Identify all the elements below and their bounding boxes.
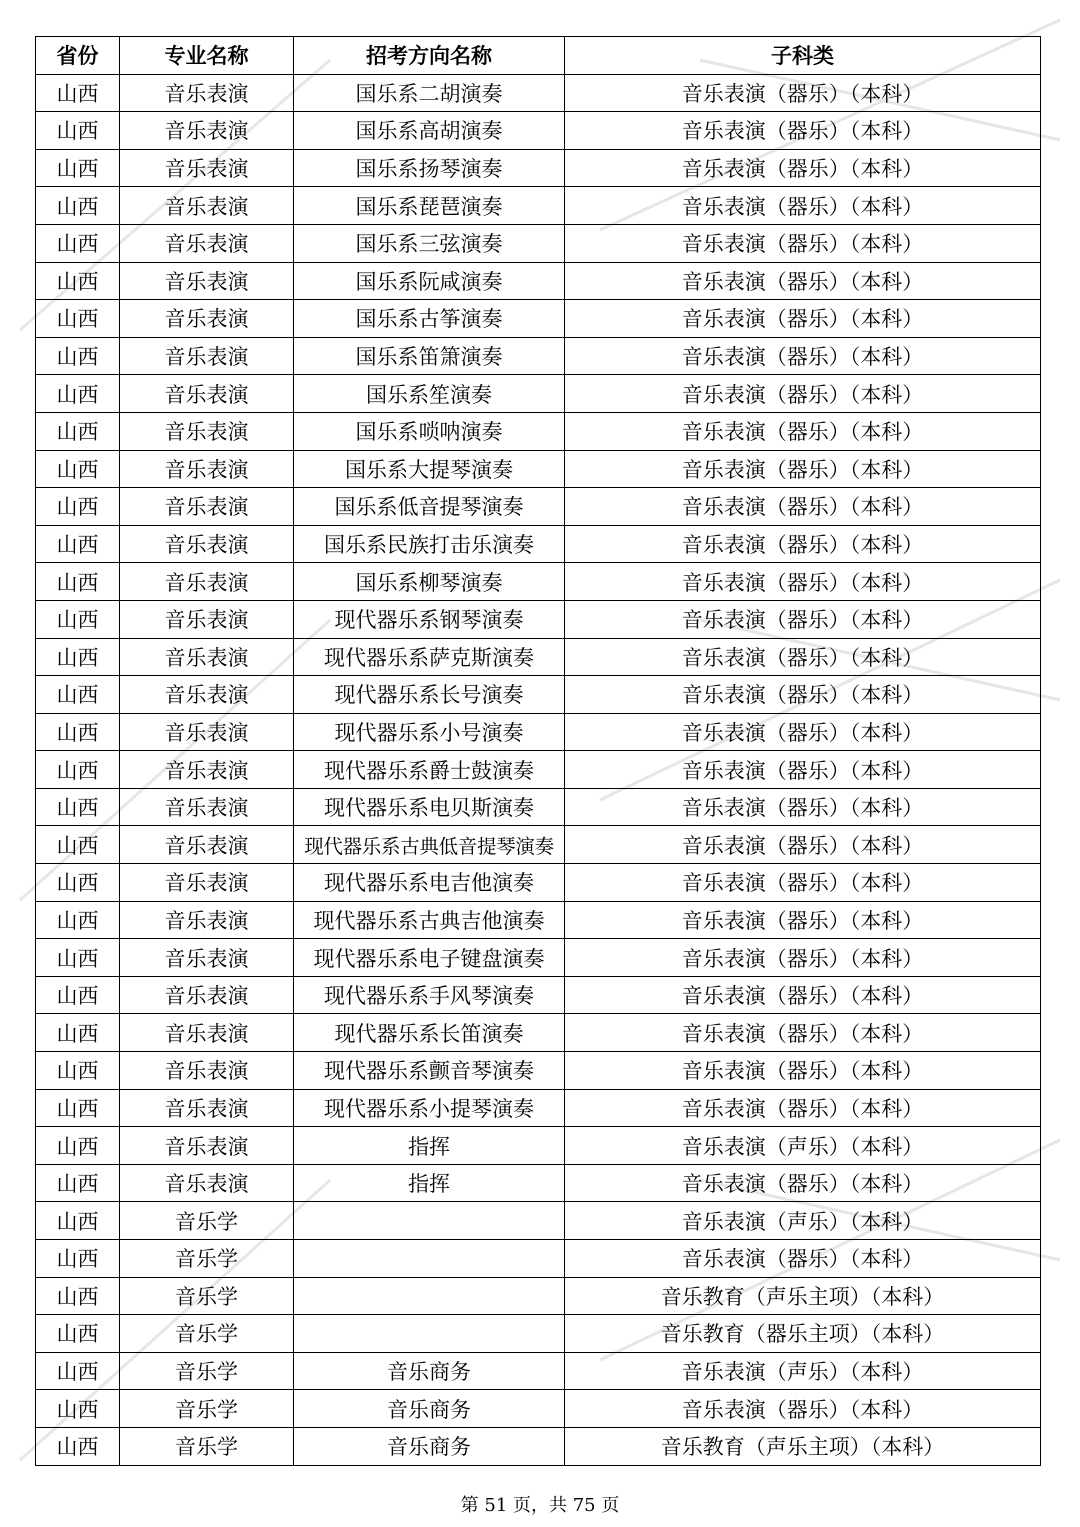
table-row bbox=[36, 262, 1041, 300]
cell-province: 山西 bbox=[36, 1052, 120, 1090]
cell-subcategory: 音乐表演（声乐）（本科） bbox=[565, 1352, 1041, 1390]
cell-province: 山西 bbox=[36, 74, 120, 112]
cell-subcategory: 音乐表演（器乐）（本科） bbox=[565, 901, 1041, 939]
cell-major: 音乐表演 bbox=[120, 713, 294, 751]
cell-province: 山西 bbox=[36, 1240, 120, 1278]
cell-major: 音乐表演 bbox=[120, 187, 294, 225]
header-direction: 招考方向名称 bbox=[294, 37, 565, 75]
cell-direction: 国乐系琵琶演奏 bbox=[294, 187, 565, 225]
cell-major: 音乐表演 bbox=[120, 1014, 294, 1052]
cell-direction: 现代器乐系古典吉他演奏 bbox=[294, 901, 565, 939]
cell-direction bbox=[294, 1240, 565, 1278]
cell-direction bbox=[294, 1202, 565, 1240]
cell-direction: 现代器乐系电贝斯演奏 bbox=[294, 788, 565, 826]
table-row bbox=[36, 450, 1041, 488]
cell-major: 音乐表演 bbox=[120, 74, 294, 112]
cell-province: 山西 bbox=[36, 112, 120, 150]
cell-direction: 现代器乐系小号演奏 bbox=[294, 713, 565, 751]
cell-province: 山西 bbox=[36, 563, 120, 601]
cell-direction: 现代器乐系电子键盘演奏 bbox=[294, 939, 565, 977]
cell-direction: 现代器乐系手风琴演奏 bbox=[294, 976, 565, 1014]
cell-province: 山西 bbox=[36, 412, 120, 450]
cell-subcategory: 音乐表演（器乐）（本科） bbox=[565, 864, 1041, 902]
table-row bbox=[36, 1052, 1041, 1090]
cell-major: 音乐表演 bbox=[120, 262, 294, 300]
cell-major: 音乐学 bbox=[120, 1315, 294, 1353]
cell-major: 音乐学 bbox=[120, 1427, 294, 1465]
cell-subcategory: 音乐表演（声乐）（本科） bbox=[565, 1202, 1041, 1240]
cell-subcategory: 音乐表演（器乐）（本科） bbox=[565, 375, 1041, 413]
cell-subcategory: 音乐表演（器乐）（本科） bbox=[565, 1164, 1041, 1202]
cell-province: 山西 bbox=[36, 1315, 120, 1353]
cell-province: 山西 bbox=[36, 1390, 120, 1428]
cell-province: 山西 bbox=[36, 826, 120, 864]
cell-direction: 现代器乐系长号演奏 bbox=[294, 676, 565, 714]
table-row bbox=[36, 149, 1041, 187]
table-row bbox=[36, 112, 1041, 150]
cell-major: 音乐表演 bbox=[120, 300, 294, 338]
cell-direction: 国乐系扬琴演奏 bbox=[294, 149, 565, 187]
cell-province: 山西 bbox=[36, 864, 120, 902]
cell-major: 音乐表演 bbox=[120, 488, 294, 526]
cell-major: 音乐表演 bbox=[120, 751, 294, 789]
cell-subcategory: 音乐表演（器乐）（本科） bbox=[565, 713, 1041, 751]
cell-province: 山西 bbox=[36, 1427, 120, 1465]
cell-province: 山西 bbox=[36, 1164, 120, 1202]
table-row bbox=[36, 638, 1041, 676]
table-row bbox=[36, 751, 1041, 789]
cell-major: 音乐表演 bbox=[120, 525, 294, 563]
page-footer: 第 51 页，共 75 页 bbox=[460, 1495, 620, 1516]
cell-major: 音乐表演 bbox=[120, 149, 294, 187]
cell-subcategory: 音乐表演（器乐）（本科） bbox=[565, 939, 1041, 977]
table-row bbox=[36, 1390, 1041, 1428]
cell-province: 山西 bbox=[36, 1352, 120, 1390]
cell-subcategory: 音乐教育（声乐主项）（本科） bbox=[565, 1277, 1041, 1315]
table-row bbox=[36, 1202, 1041, 1240]
cell-subcategory: 音乐表演（器乐）（本科） bbox=[565, 600, 1041, 638]
cell-major: 音乐表演 bbox=[120, 224, 294, 262]
cell-major: 音乐表演 bbox=[120, 638, 294, 676]
cell-major: 音乐表演 bbox=[120, 901, 294, 939]
cell-direction: 国乐系低音提琴演奏 bbox=[294, 488, 565, 526]
header-province: 省份 bbox=[36, 37, 120, 75]
cell-direction: 国乐系三弦演奏 bbox=[294, 224, 565, 262]
cell-direction: 国乐系高胡演奏 bbox=[294, 112, 565, 150]
cell-major: 音乐表演 bbox=[120, 1052, 294, 1090]
cell-subcategory: 音乐表演（器乐）（本科） bbox=[565, 450, 1041, 488]
cell-subcategory: 音乐表演（器乐）（本科） bbox=[565, 1014, 1041, 1052]
cell-direction: 国乐系二胡演奏 bbox=[294, 74, 565, 112]
cell-province: 山西 bbox=[36, 337, 120, 375]
table-row bbox=[36, 939, 1041, 977]
cell-direction: 现代器乐系电吉他演奏 bbox=[294, 864, 565, 902]
cell-province: 山西 bbox=[36, 1089, 120, 1127]
cell-subcategory: 音乐表演（器乐）（本科） bbox=[565, 1390, 1041, 1428]
cell-subcategory: 音乐教育（声乐主项）（本科） bbox=[565, 1427, 1041, 1465]
cell-province: 山西 bbox=[36, 751, 120, 789]
cell-subcategory: 音乐表演（器乐）（本科） bbox=[565, 300, 1041, 338]
cell-subcategory: 音乐表演（器乐）（本科） bbox=[565, 525, 1041, 563]
cell-province: 山西 bbox=[36, 149, 120, 187]
cell-direction: 现代器乐系长笛演奏 bbox=[294, 1014, 565, 1052]
cell-direction bbox=[294, 1277, 565, 1315]
cell-province: 山西 bbox=[36, 939, 120, 977]
cell-subcategory: 音乐表演（器乐）（本科） bbox=[565, 224, 1041, 262]
cell-direction: 现代器乐系萨克斯演奏 bbox=[294, 638, 565, 676]
cell-direction: 现代器乐系小提琴演奏 bbox=[294, 1089, 565, 1127]
table-row bbox=[36, 788, 1041, 826]
cell-subcategory: 音乐表演（器乐）（本科） bbox=[565, 337, 1041, 375]
table-row bbox=[36, 901, 1041, 939]
document-table bbox=[35, 36, 1041, 1466]
cell-major: 音乐学 bbox=[120, 1390, 294, 1428]
cell-major: 音乐表演 bbox=[120, 600, 294, 638]
cell-subcategory: 音乐表演（器乐）（本科） bbox=[565, 638, 1041, 676]
cell-subcategory: 音乐教育（器乐主项）（本科） bbox=[565, 1315, 1041, 1353]
cell-subcategory: 音乐表演（器乐）（本科） bbox=[565, 976, 1041, 1014]
table-row bbox=[36, 74, 1041, 112]
header-major: 专业名称 bbox=[120, 37, 294, 75]
cell-direction: 指挥 bbox=[294, 1164, 565, 1202]
table-row bbox=[36, 1277, 1041, 1315]
cell-subcategory: 音乐表演（器乐）（本科） bbox=[565, 412, 1041, 450]
table-row bbox=[36, 676, 1041, 714]
cell-province: 山西 bbox=[36, 638, 120, 676]
cell-province: 山西 bbox=[36, 187, 120, 225]
cell-subcategory: 音乐表演（器乐）（本科） bbox=[565, 112, 1041, 150]
cell-province: 山西 bbox=[36, 713, 120, 751]
cell-subcategory: 音乐表演（器乐）（本科） bbox=[565, 751, 1041, 789]
cell-major: 音乐表演 bbox=[120, 337, 294, 375]
table-row bbox=[36, 337, 1041, 375]
cell-major: 音乐表演 bbox=[120, 563, 294, 601]
table-row bbox=[36, 1352, 1041, 1390]
cell-subcategory: 音乐表演（器乐）（本科） bbox=[565, 187, 1041, 225]
table-row bbox=[36, 864, 1041, 902]
table-header-row bbox=[36, 37, 1041, 75]
cell-direction: 国乐系古筝演奏 bbox=[294, 300, 565, 338]
cell-direction: 音乐商务 bbox=[294, 1390, 565, 1428]
cell-major: 音乐表演 bbox=[120, 826, 294, 864]
table-row bbox=[36, 187, 1041, 225]
cell-province: 山西 bbox=[36, 1127, 120, 1165]
cell-subcategory: 音乐表演（器乐）（本科） bbox=[565, 1240, 1041, 1278]
cell-subcategory: 音乐表演（器乐）（本科） bbox=[565, 826, 1041, 864]
cell-major: 音乐学 bbox=[120, 1352, 294, 1390]
table-row bbox=[36, 1127, 1041, 1165]
cell-major: 音乐表演 bbox=[120, 676, 294, 714]
cell-subcategory: 音乐表演（器乐）（本科） bbox=[565, 788, 1041, 826]
cell-province: 山西 bbox=[36, 375, 120, 413]
cell-major: 音乐表演 bbox=[120, 976, 294, 1014]
table-row bbox=[36, 412, 1041, 450]
cell-province: 山西 bbox=[36, 262, 120, 300]
cell-direction: 现代器乐系颤音琴演奏 bbox=[294, 1052, 565, 1090]
cell-subcategory: 音乐表演（器乐）（本科） bbox=[565, 262, 1041, 300]
cell-major: 音乐表演 bbox=[120, 375, 294, 413]
cell-province: 山西 bbox=[36, 1277, 120, 1315]
cell-major: 音乐表演 bbox=[120, 450, 294, 488]
cell-province: 山西 bbox=[36, 676, 120, 714]
table-row bbox=[36, 375, 1041, 413]
cell-subcategory: 音乐表演（器乐）（本科） bbox=[565, 1089, 1041, 1127]
table-row bbox=[36, 1240, 1041, 1278]
cell-direction: 音乐商务 bbox=[294, 1427, 565, 1465]
cell-province: 山西 bbox=[36, 450, 120, 488]
cell-direction: 国乐系笙演奏 bbox=[294, 375, 565, 413]
cell-direction: 国乐系阮咸演奏 bbox=[294, 262, 565, 300]
cell-major: 音乐表演 bbox=[120, 939, 294, 977]
header-subcategory: 子科类 bbox=[565, 37, 1041, 75]
cell-province: 山西 bbox=[36, 1014, 120, 1052]
table-row bbox=[36, 488, 1041, 526]
cell-major: 音乐表演 bbox=[120, 864, 294, 902]
cell-direction: 现代器乐系爵士鼓演奏 bbox=[294, 751, 565, 789]
cell-subcategory: 音乐表演（声乐）（本科） bbox=[565, 1127, 1041, 1165]
cell-province: 山西 bbox=[36, 901, 120, 939]
cell-direction: 国乐系笛箫演奏 bbox=[294, 337, 565, 375]
cell-direction: 国乐系唢呐演奏 bbox=[294, 412, 565, 450]
table-row bbox=[36, 1315, 1041, 1353]
cell-direction: 国乐系民族打击乐演奏 bbox=[294, 525, 565, 563]
table-row bbox=[36, 563, 1041, 601]
table-row bbox=[36, 826, 1041, 864]
cell-major: 音乐表演 bbox=[120, 112, 294, 150]
table-row bbox=[36, 1164, 1041, 1202]
cell-major: 音乐表演 bbox=[120, 1127, 294, 1165]
cell-direction: 国乐系大提琴演奏 bbox=[294, 450, 565, 488]
cell-province: 山西 bbox=[36, 525, 120, 563]
cell-major: 音乐表演 bbox=[120, 412, 294, 450]
cell-subcategory: 音乐表演（器乐）（本科） bbox=[565, 149, 1041, 187]
cell-province: 山西 bbox=[36, 976, 120, 1014]
cell-subcategory: 音乐表演（器乐）（本科） bbox=[565, 488, 1041, 526]
table-row bbox=[36, 1014, 1041, 1052]
table-row bbox=[36, 525, 1041, 563]
cell-province: 山西 bbox=[36, 600, 120, 638]
table-row bbox=[36, 713, 1041, 751]
cell-direction: 指挥 bbox=[294, 1127, 565, 1165]
cell-province: 山西 bbox=[36, 788, 120, 826]
table-row bbox=[36, 1427, 1041, 1465]
table-row bbox=[36, 600, 1041, 638]
cell-direction: 现代器乐系古典低音提琴演奏 bbox=[294, 826, 565, 864]
cell-direction bbox=[294, 1315, 565, 1353]
cell-subcategory: 音乐表演（器乐）（本科） bbox=[565, 563, 1041, 601]
table-row bbox=[36, 224, 1041, 262]
cell-direction: 国乐系柳琴演奏 bbox=[294, 563, 565, 601]
cell-subcategory: 音乐表演（器乐）（本科） bbox=[565, 676, 1041, 714]
cell-direction: 现代器乐系钢琴演奏 bbox=[294, 600, 565, 638]
table-row bbox=[36, 1089, 1041, 1127]
cell-major: 音乐学 bbox=[120, 1277, 294, 1315]
cell-major: 音乐表演 bbox=[120, 1089, 294, 1127]
cell-subcategory: 音乐表演（器乐）（本科） bbox=[565, 74, 1041, 112]
table-row bbox=[36, 300, 1041, 338]
cell-major: 音乐学 bbox=[120, 1240, 294, 1278]
cell-major: 音乐表演 bbox=[120, 1164, 294, 1202]
cell-major: 音乐表演 bbox=[120, 788, 294, 826]
cell-province: 山西 bbox=[36, 300, 120, 338]
cell-major: 音乐学 bbox=[120, 1202, 294, 1240]
cell-province: 山西 bbox=[36, 488, 120, 526]
cell-province: 山西 bbox=[36, 1202, 120, 1240]
table-row bbox=[36, 976, 1041, 1014]
cell-direction: 音乐商务 bbox=[294, 1352, 565, 1390]
cell-province: 山西 bbox=[36, 224, 120, 262]
cell-subcategory: 音乐表演（器乐）（本科） bbox=[565, 1052, 1041, 1090]
